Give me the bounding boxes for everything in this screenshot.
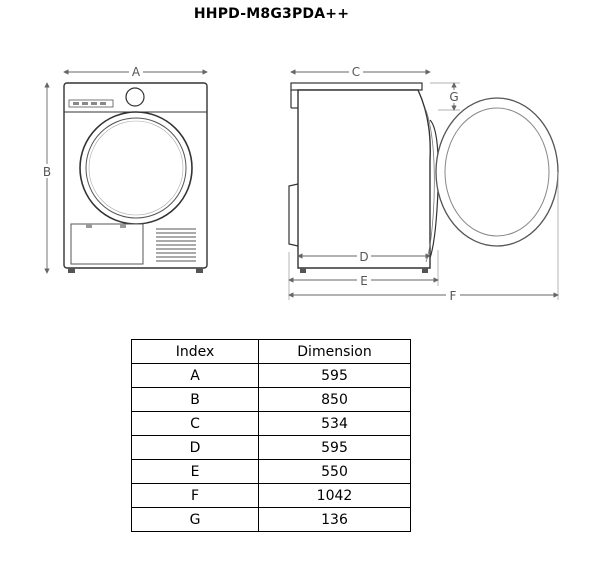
dimension-label-a: A xyxy=(131,65,141,79)
dimension-cell: 595 xyxy=(259,364,411,388)
dimension-label-g: G xyxy=(449,90,459,104)
index-cell: G xyxy=(132,508,259,532)
index-cell: E xyxy=(132,460,259,484)
dimension-table xyxy=(131,339,411,532)
product-title: HHPD-M8G3PDA++ xyxy=(193,6,350,22)
index-cell: B xyxy=(132,388,259,412)
dimension-cell: 850 xyxy=(259,388,411,412)
dimension-label-c: C xyxy=(351,65,361,79)
dimension-cell: 534 xyxy=(259,412,411,436)
table-row xyxy=(132,412,411,436)
dimension-label-d: D xyxy=(359,250,369,264)
table-row xyxy=(132,388,411,412)
index-cell: F xyxy=(132,484,259,508)
column-header-dimension: Dimension xyxy=(259,340,411,364)
dimension-cell: 1042 xyxy=(259,484,411,508)
table-row xyxy=(132,436,411,460)
dimension-cell: 550 xyxy=(259,460,411,484)
dimension-label-e: E xyxy=(360,274,368,288)
table-row xyxy=(132,460,411,484)
table-row xyxy=(132,364,411,388)
dimension-a xyxy=(64,65,207,79)
table-header-row xyxy=(132,340,411,364)
dimension-cell: 595 xyxy=(259,436,411,460)
column-header-index: Index xyxy=(132,340,259,364)
index-cell: A xyxy=(132,364,259,388)
dimension-g xyxy=(430,83,462,110)
front-view xyxy=(64,83,207,273)
side-view xyxy=(289,83,558,273)
table-row xyxy=(132,484,411,508)
table-row xyxy=(132,508,411,532)
dimension-c xyxy=(291,65,430,79)
dimension-cell: 136 xyxy=(259,508,411,532)
dimension-label-f: F xyxy=(449,289,457,303)
index-cell: C xyxy=(132,412,259,436)
index-cell: D xyxy=(132,436,259,460)
dimension-b xyxy=(40,83,54,273)
dimension-label-b: B xyxy=(42,165,52,179)
